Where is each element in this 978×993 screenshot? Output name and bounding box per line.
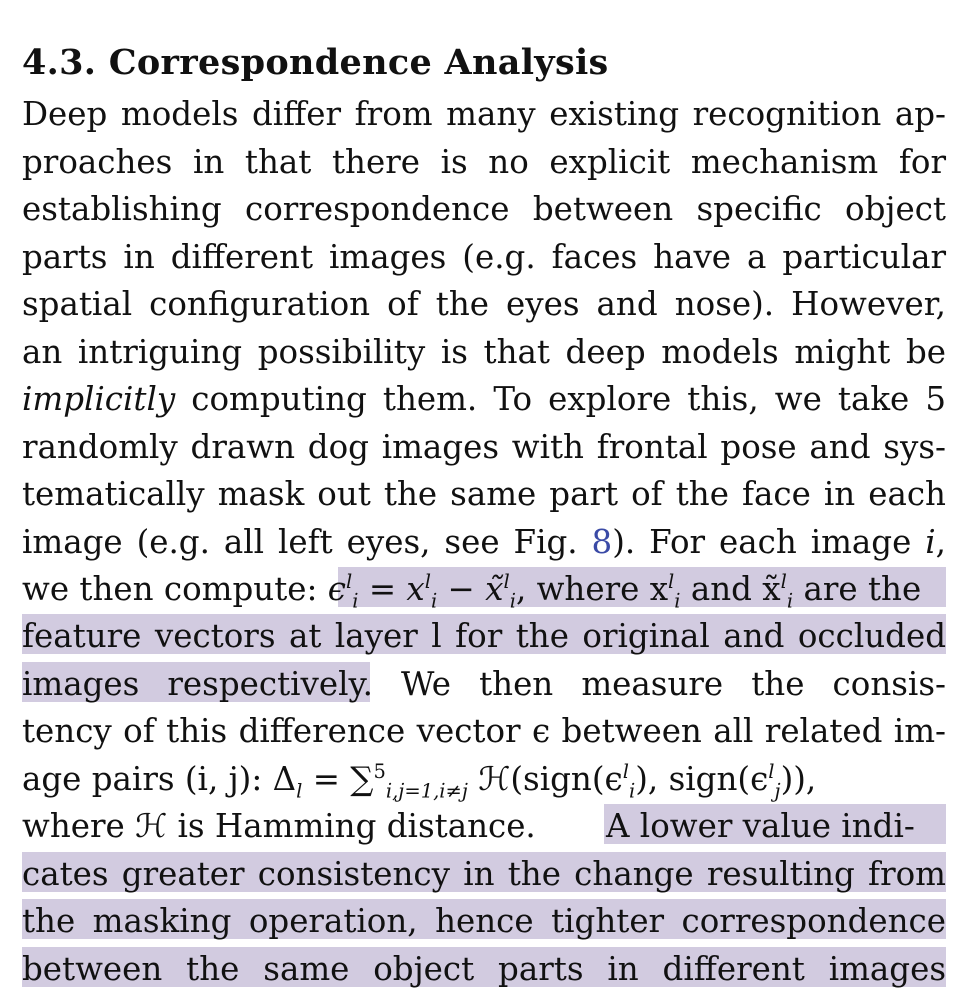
line-text: age pairs (i, j): Δ — [22, 760, 297, 798]
line-text: We then measure the consis- — [372, 665, 946, 703]
paragraph-line: Deep models differ from many existing recognition ap- — [22, 95, 946, 133]
paragraph-line — [22, 804, 946, 848]
paragraph-line: spatial configuration of the eyes and nose). However, — [22, 285, 946, 323]
paragraph-line: randomly drawn dog images with frontal pose and sys- — [22, 428, 946, 466]
section-heading: 4.3. Correspondence Analysis — [22, 42, 609, 83]
paragraph-line: feature vectors at layer l for the original and occluded — [22, 617, 946, 655]
line-text: A lower value indi- — [606, 807, 915, 845]
paragraph-line: parts in different images (e.g. faces have a particular — [22, 238, 946, 276]
line-text: , — [935, 523, 947, 561]
line-text: we then compute: — [22, 570, 328, 608]
math-expression: $\epsilon^l_i = x^l_i$ − x̃$^l_i$ — [327, 570, 516, 613]
math-variable: i — [925, 523, 936, 561]
paragraph-line: an intriguing possibility is that deep models might be — [22, 333, 946, 371]
paragraph-line — [22, 377, 946, 421]
paragraph-line: tency of this difference vector ϵ between all related im- — [22, 712, 946, 750]
paragraph-line: the masking operation, hence tighter correspondence — [22, 902, 946, 940]
paragraph-line: tematically mask out the same part of the face in each — [22, 475, 946, 513]
line-text: ). For each image — [612, 523, 926, 561]
line-text: computing them. To explore this, we take 5 — [175, 380, 946, 418]
paragraph-line — [22, 520, 946, 564]
line-text: where ℋ is Hamming distance. — [22, 807, 536, 845]
line-text: , where x — [515, 570, 669, 608]
emphasis-text: implicitly — [22, 380, 176, 418]
line-text: images respectively. — [22, 665, 373, 703]
figure-link[interactable]: 8 — [591, 523, 613, 561]
paragraph-line: cates greater consistency in the change resulting from — [22, 855, 946, 893]
line-text: and x̃ — [680, 570, 781, 608]
paragraph-line: establishing correspondence between specific object — [22, 190, 946, 228]
line-text: image (e.g. all left eyes, see Fig. — [22, 523, 592, 561]
paragraph-line: proaches in that there is no explicit mechanism for — [22, 143, 946, 181]
paragraph-line: between the same object parts in different images — [22, 950, 946, 988]
paragraph-line: age pairs (i, j): $\Delta_l = \sum^5_{i,j=1,i\ne j}$ $ℋ(sign(\epsilon^l_i)$, $sign(\epsilon^l_j)$), — [22, 760, 817, 803]
line-text: are the — [793, 570, 922, 608]
paragraph-line — [22, 662, 946, 706]
paragraph-line: we then compute: $\epsilon^l_i = x^l_i$ − x̃$^l_i$, where $x^l_i$ and x̃$^l_i$ are the — [22, 570, 922, 613]
